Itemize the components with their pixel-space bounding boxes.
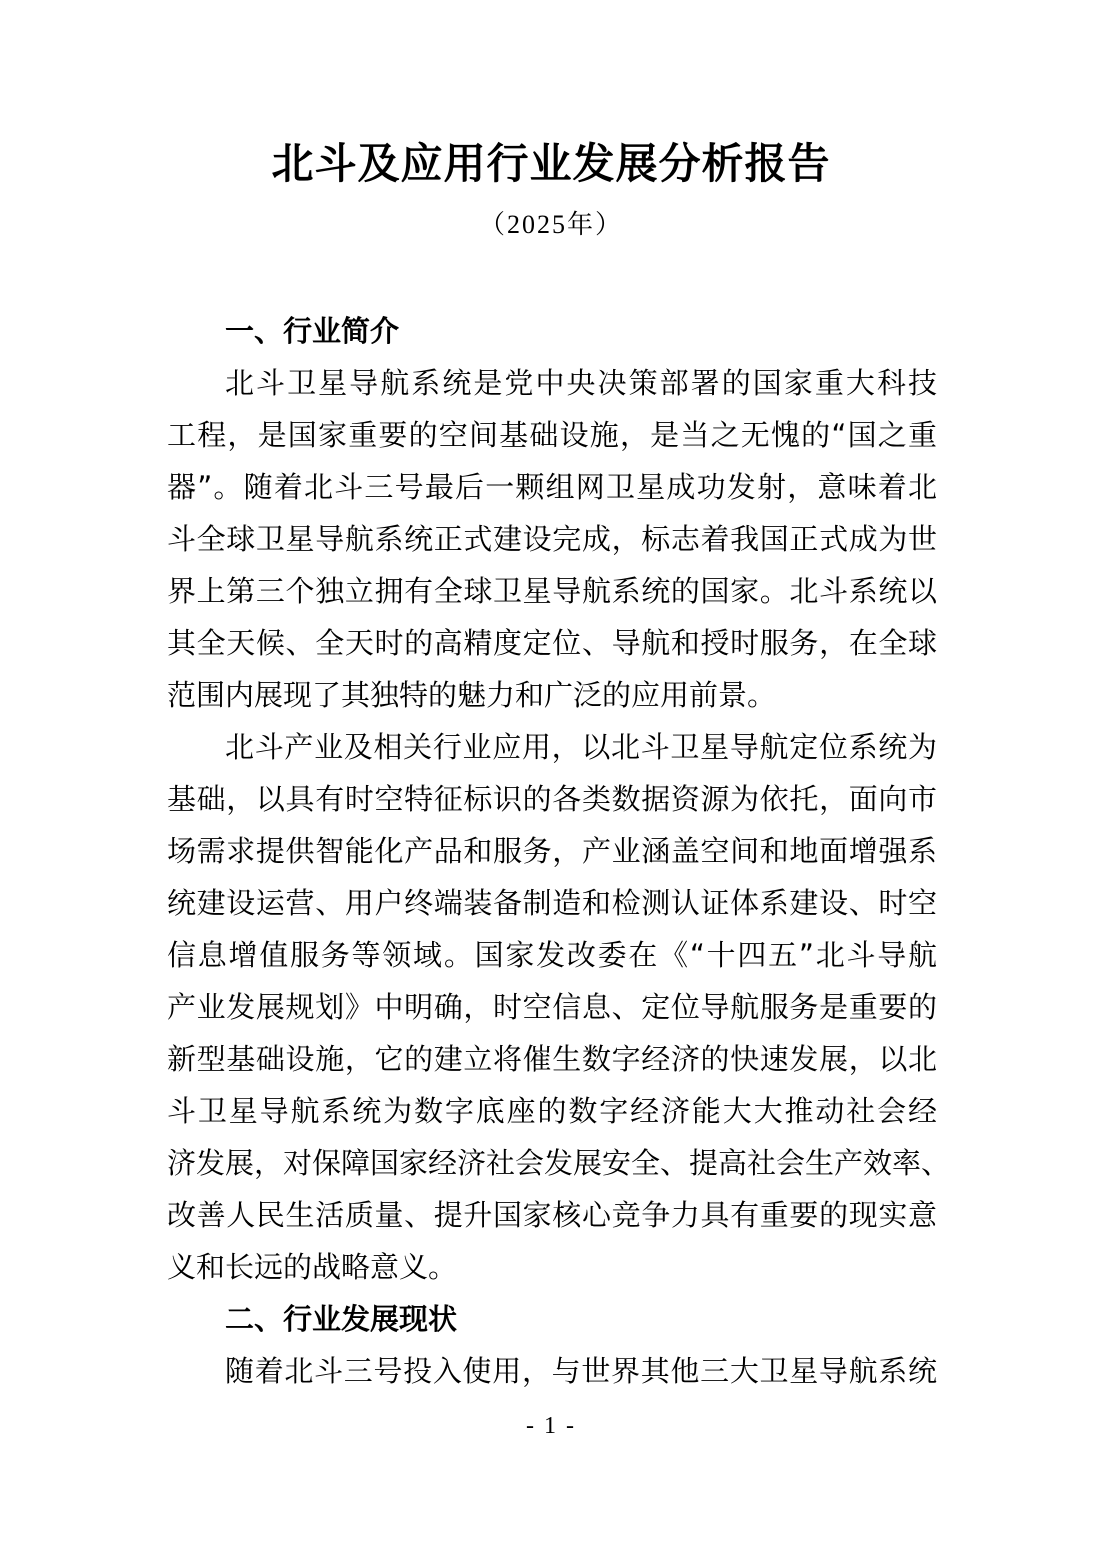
document-subtitle: （2025年） <box>478 210 623 239</box>
paragraph-beidou-overview <box>167 357 937 721</box>
paragraph-line: 斗卫星导航系统为数字底座的数字经济能大大推动社会经 <box>167 1094 937 1128</box>
paragraph-line: 济发展，对保障国家经济社会发展安全、提高社会生产效率、 <box>167 1146 951 1180</box>
paragraph-line: 北斗卫星导航系统是党中央决策部署的国家重大科技 <box>225 366 937 400</box>
paragraph-line: 场需求提供智能化产品和服务，产业涵盖空间和地面增强系 <box>167 834 937 868</box>
paragraph-line: 改善人民生活质量、提升国家核心竞争力具有重要的现实意 <box>167 1198 937 1232</box>
paragraph-line: 基础，以具有时空特征标识的各类数据资源为依托，面向市 <box>167 782 937 816</box>
paragraph-line: 斗全球卫星导航系统正式建设完成，标志着我国正式成为世 <box>167 522 937 556</box>
paragraph-line: 统建设运营、用户终端装备制造和检测认证体系建设、时空 <box>167 886 937 920</box>
paragraph-line: 范围内展现了其独特的魅力和广泛的应用前景。 <box>167 678 777 712</box>
paragraph-line: 其全天候、全天时的高精度定位、导航和授时服务，在全球 <box>167 626 937 660</box>
paragraph-beidou-industry <box>167 721 951 1293</box>
paragraph-line: 信息增值服务等领域。国家发改委在《“十四五”北斗导航 <box>167 938 937 972</box>
paragraph-line: 新型基础设施，它的建立将催生数字经济的快速发展，以北 <box>167 1042 937 1076</box>
paragraph-line: 义和长远的战略意义。 <box>167 1250 458 1284</box>
paragraph-line: 产业发展规划》中明确，时空信息、定位导航服务是重要的 <box>167 990 937 1024</box>
document-title: 北斗及应用行业发展分析报告 <box>271 139 831 188</box>
paragraph-industry-status <box>167 1345 937 1397</box>
paragraph-line: 器”。随着北斗三号最后一颗组网卫星成功发射，意味着北 <box>167 470 937 504</box>
paragraph-line: 界上第三个独立拥有全球卫星导航系统的国家。北斗系统以 <box>167 574 937 608</box>
section-heading-industry-status: 二、行业发展现状 <box>225 1302 458 1336</box>
section-heading-industry-intro: 一、行业简介 <box>225 314 400 348</box>
document-body <box>167 305 951 1397</box>
page-number: - 1 - <box>526 1413 576 1439</box>
paragraph-line: 北斗产业及相关行业应用，以北斗卫星导航定位系统为 <box>225 730 937 764</box>
paragraph-line: 工程，是国家重要的空间基础设施，是当之无愧的“国之重 <box>167 418 937 452</box>
paragraph-line: 随着北斗三号投入使用，与世界其他三大卫星导航系统 <box>225 1354 937 1388</box>
